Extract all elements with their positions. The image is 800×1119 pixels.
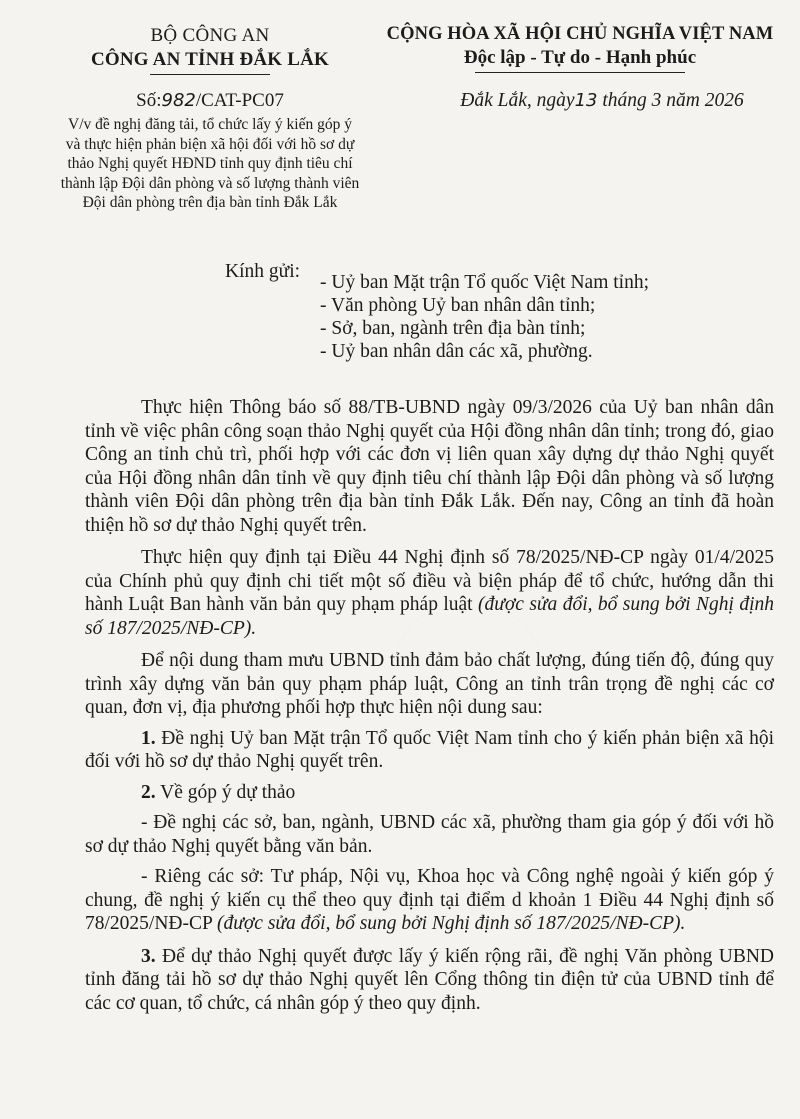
paragraph-legal-basis [85, 546, 774, 640]
document-body [85, 396, 774, 1024]
request-item-2 [85, 781, 774, 805]
document-subject: V/v đề nghị đăng tải, tổ chức lấy ý kiến góp ý và thực hiện phản biện xã hội đối với hồ sơ dự thảo Nghị quyết HĐND tỉnh quy định tiêu chí thành lập Đội dân phòng và số lượng thành viên Đội dân phòng trên địa bàn tỉnh Đắk Lắk [60, 116, 360, 211]
legal-basis-note: (được sửa đổi, bổ sung bởi Nghị định số 187/2025/NĐ-CP). [85, 594, 774, 639]
item-2-text: Về góp ý dự thảo [155, 781, 296, 803]
addressee-item: - Uỷ ban nhân dân các xã, phường. [320, 341, 593, 362]
agency-name: CÔNG AN TỈNH ĐẮK LẮK [90, 49, 329, 70]
paragraph-basis-notice: Thực hiện Thông báo số 88/TB-UBND ngày 09/3/2026 của Uỷ ban nhân dân tỉnh về việc phân công soạn thảo Nghị quyết của Hội đồng nhân dân tỉnh; trong đó, giao Công an tỉnh chủ trì, phối hợp với các đơn vị liên quan xây dựng dự thảo Nghị quyết của Hội đồng nhân dân tỉnh về quy định tiêu chí thành lập Đội dân phòng và số lượng thành viên Đội dân phòng trên địa bàn tỉnh Đắk Lắk. Đến nay, Công an tỉnh đã hoàn thiện hồ sơ dự thảo Nghị quyết trên. [85, 397, 774, 536]
request-item-1 [85, 727, 774, 774]
document-number [60, 89, 360, 113]
request-item-2a: - Đề nghị các sở, ban, ngành, UBND các xã, phường tham gia góp ý đối với hồ sơ dự thảo Nghị quyết bằng văn bản. [85, 812, 774, 857]
date-prefix: Đắk Lắk, ngày [460, 90, 575, 111]
paragraph-request-intro: Để nội dung tham mưu UBND tỉnh đảm bảo chất lượng, đúng tiến độ, đúng quy trình xây dựng văn bản quy phạm pháp luật, Công an tỉnh trân trọng đề nghị các cơ quan, đơn vị, địa phương phối hợp thực hiện nội dung sau: [85, 650, 774, 718]
motto-underline [475, 72, 685, 73]
national-motto: Độc lập - Tự do - Hạnh phúc [463, 47, 697, 68]
request-item-2b [85, 865, 774, 936]
item-3-text: Để dự thảo Nghị quyết được lấy ý kiến rộng rãi, đề nghị Văn phòng UBND tỉnh đăng tải hồ sơ dự thảo Nghị quyết lên Cổng thông tin điện tử của UBND tỉnh để các cơ quan, tổ chức, cá nhân góp ý theo quy định. [85, 945, 774, 1014]
national-title-block [380, 22, 780, 113]
doc-number-handwritten: 982 [161, 90, 196, 111]
nation-name: CỘNG HÒA XÃ HỘI CHỦ NGHĨA VIỆT NAM [386, 24, 774, 44]
addressee-item: - Văn phòng Uỷ ban nhân dân tỉnh; [320, 295, 596, 316]
request-item-3 [85, 945, 774, 1016]
item-3-number: 3. [141, 945, 156, 967]
place-and-date [380, 89, 780, 113]
date-suffix: tháng 3 năm 2026 [602, 90, 744, 111]
ministry-name: BỘ CÔNG AN [150, 25, 270, 46]
item-1-text: Đề nghị Uỷ ban Mặt trận Tổ quốc Việt Nam tỉnh cho ý kiến phản biện xã hội đối với hồ sơ dự thảo Nghị quyết trên. [85, 727, 774, 772]
issuing-agency-block [60, 24, 360, 213]
item-2-number: 2. [141, 781, 156, 803]
item-2b-text: - Riêng các sở: Tư pháp, Nội vụ, Khoa học và Công nghệ ngoài ý kiến góp ý chung, đề nghị ý kiến cụ thể theo quy định tại điểm d khoản 1 Điều 44 Nghị định số 78/2025/NĐ-CP [85, 866, 774, 934]
addressee-label: Kính gửi: [225, 261, 301, 282]
addressee-item: - Sở, ban, ngành trên địa bàn tỉnh; [320, 318, 586, 339]
doc-number-suffix: /CAT-PC07 [195, 90, 284, 111]
date-day-handwritten: 13 [574, 90, 598, 111]
addressee-list [320, 271, 760, 363]
legal-basis-text: Thực hiện quy định tại Điều 44 Nghị định số 78/2025/NĐ-CP ngày 01/4/2025 của Chính phủ quy định chi tiết một số điều và biện pháp để tổ chức, hướng dẫn thi hành Luật Ban hành văn bản quy phạm pháp luật [85, 547, 774, 615]
agency-underline [150, 74, 270, 75]
addressee-item: - Uỷ ban Mặt trận Tổ quốc Việt Nam tỉnh; [320, 272, 650, 293]
doc-number-prefix: Số: [136, 90, 162, 111]
item-1-number: 1. [141, 727, 156, 749]
item-2b-note: (được sửa đổi, bổ sung bởi Nghị định số 187/2025/NĐ-CP). [217, 913, 686, 934]
